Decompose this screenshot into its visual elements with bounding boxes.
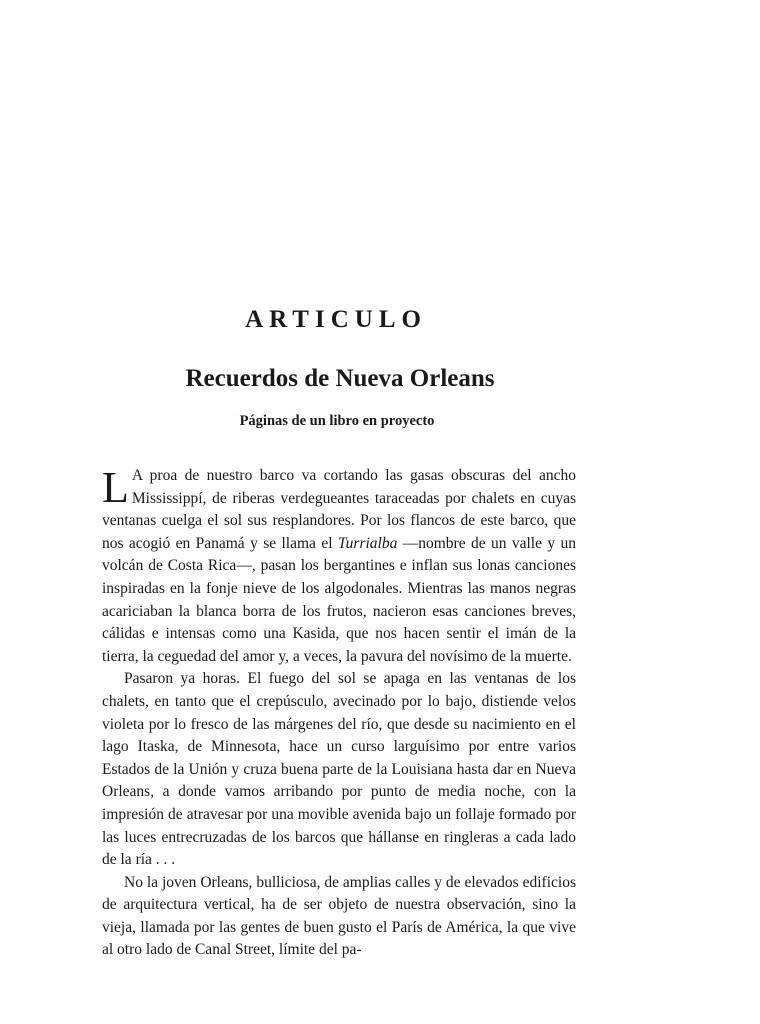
drop-cap: L bbox=[102, 463, 129, 512]
paragraph-1-text-a: A proa de nuestro barco va cortando las gasas obscuras del ancho Mississippí, de riberas verdegueantes taraceadas por chalets en cuyas ventanas cuelga el sol sus resplandores. Por los flancos de este barco, que nos acogió en Panamá y se llama el bbox=[102, 467, 576, 552]
paragraph-3: No la joven Orleans, bulliciosa, de amplias calles y de elevados edificios de arquitectura vertical, ha de ser objeto de nuestra observación, sino la vieja, llamada por las gentes de buen gusto el París de América, la que vive al otro lado de Canal Street, límite del pa- bbox=[102, 873, 576, 959]
ship-name: Turrialba bbox=[337, 534, 398, 552]
article-subtitle: Páginas de un libro en proyecto bbox=[239, 413, 435, 429]
article-body bbox=[102, 465, 576, 962]
article-title: Recuerdos de Nueva Orleans bbox=[185, 365, 495, 392]
section-title: ARTICULO bbox=[245, 306, 427, 333]
paragraph-1 bbox=[102, 465, 576, 668]
paragraph-1-text-b: —nombre de un valle y un volcán de Costa Rica—, pasan los bergantines e inflan sus lonas canciones inspiradas en la fonje nieve de los algodonales. Mientras las manos negras acariciaban la blanca borra de los frutos, nacieron esas canciones breves, cálidas e intensas como una Kasida, que nos hacen sentir el imán de la tierra, la ceguedad del amor y, a veces, la pavura del novísimo de la muerte. bbox=[102, 534, 576, 665]
paragraph-2: Pasaron ya horas. El fuego del sol se apaga en las ventanas de los chalets, en tanto que el crepúsculo, avecinado por lo bajo, distiende velos violeta por lo fresco de las márgenes del río, que desde su nacimiento en el lago Itaska, de Minnesota, hace un curso larguísimo por entre varios Estados de la Unión y cruza buena parte de la Louisiana hasta dar en Nueva Orleans, a donde vamos arribando por punto de media noche, con la impresión de atravesar por una movible avenida bajo un follaje formado por las luces entrecruzadas de los barcos que hállanse en ringleras a cada lado de la ría . . . bbox=[102, 670, 576, 869]
